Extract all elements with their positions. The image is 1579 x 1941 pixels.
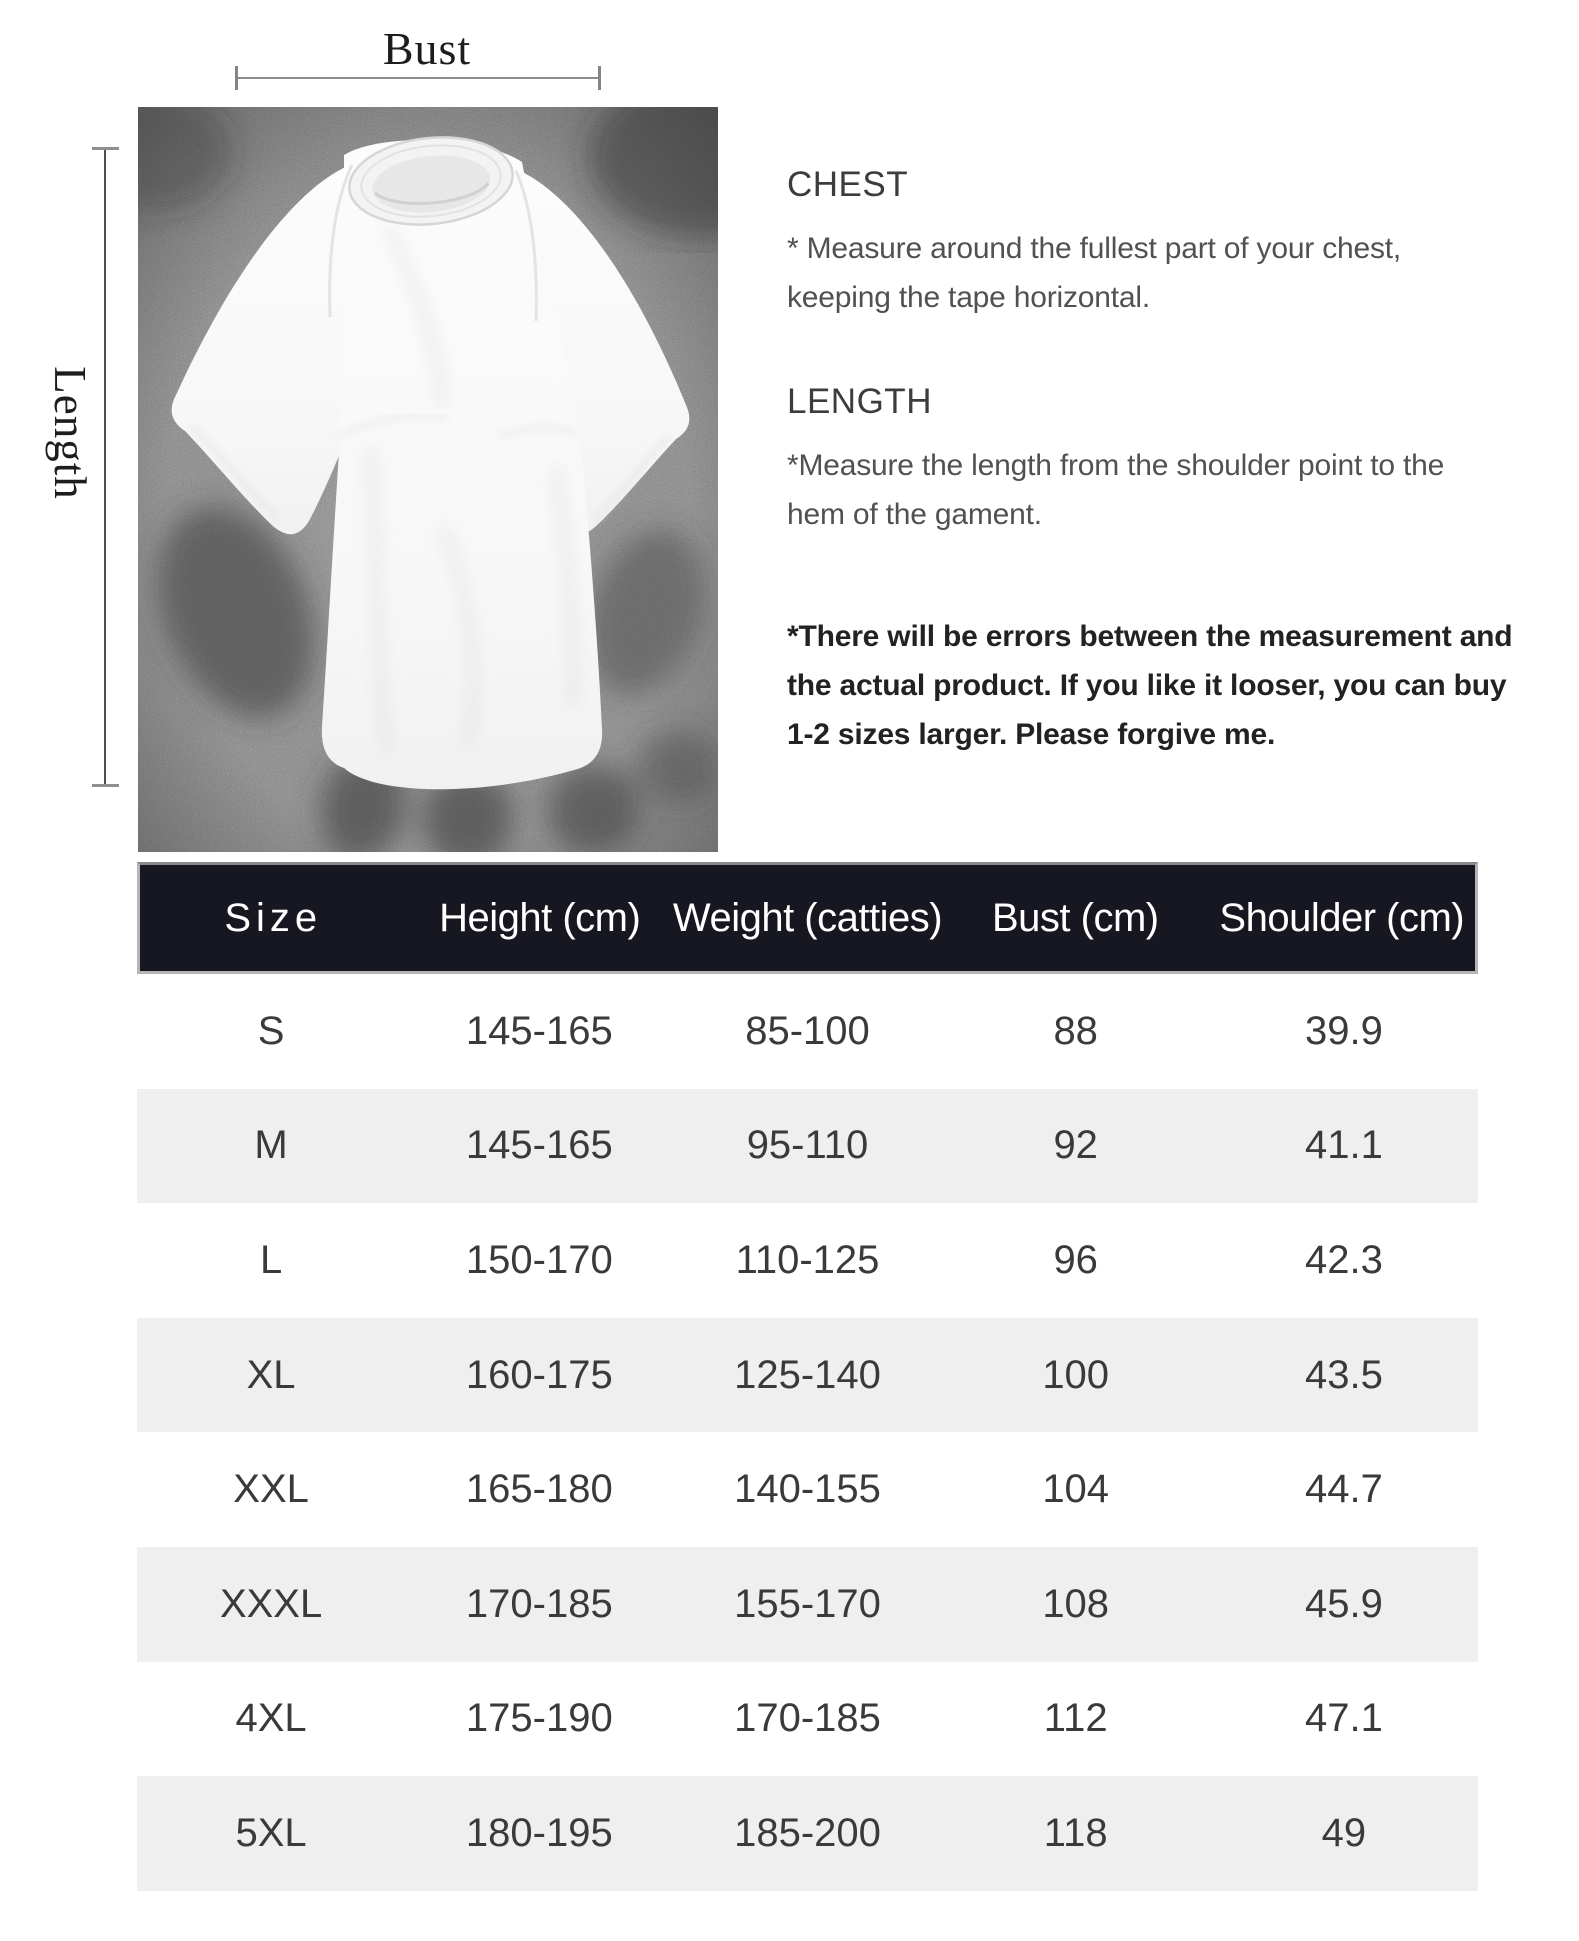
table-cell: 108 bbox=[1042, 1581, 1110, 1626]
table-row bbox=[137, 1089, 1478, 1204]
table-cell: M bbox=[254, 1123, 288, 1168]
table-cell: 140-155 bbox=[734, 1467, 881, 1512]
table-cell: 4XL bbox=[235, 1696, 307, 1741]
table-cell: 160-175 bbox=[465, 1352, 613, 1397]
measuring-instructions bbox=[787, 163, 1577, 759]
table-cell: 47.1 bbox=[1304, 1696, 1383, 1741]
size-table bbox=[137, 862, 1478, 1891]
table-row bbox=[137, 974, 1478, 1089]
bust-measure-label: Bust bbox=[382, 23, 472, 74]
table-cell: 145-165 bbox=[465, 1123, 613, 1168]
table-cell: XXXL bbox=[219, 1581, 323, 1626]
tolerance-note-line: 1-2 sizes larger. Please forgive me. bbox=[787, 718, 1276, 751]
table-cell: 165-180 bbox=[465, 1467, 613, 1512]
length-instruction-line: hem of the gament. bbox=[787, 498, 1042, 531]
length-heading: LENGTH bbox=[787, 382, 932, 421]
table-cell: XL bbox=[246, 1352, 296, 1397]
table-cell: 175-190 bbox=[465, 1696, 613, 1741]
table-cell: 96 bbox=[1053, 1237, 1098, 1282]
table-cell: 88 bbox=[1053, 1008, 1098, 1053]
table-cell: 42.3 bbox=[1304, 1237, 1383, 1282]
chest-instruction-line: keeping the tape horizontal. bbox=[787, 281, 1150, 314]
table-cell: 85-100 bbox=[745, 1008, 870, 1053]
size-table-header bbox=[137, 862, 1478, 974]
table-cell: 150-170 bbox=[465, 1237, 613, 1282]
table-cell: 43.5 bbox=[1304, 1352, 1383, 1397]
table-cell: 170-185 bbox=[465, 1581, 613, 1626]
length-measure-label: Length bbox=[45, 366, 95, 500]
table-cell: 180-195 bbox=[465, 1810, 613, 1855]
table-cell: XXL bbox=[233, 1467, 309, 1512]
table-cell: 45.9 bbox=[1304, 1581, 1383, 1626]
table-cell: 185-200 bbox=[734, 1810, 881, 1855]
bust-measure-line bbox=[235, 77, 601, 79]
tolerance-note-line: the actual product. If you like it looser, you can buy bbox=[787, 669, 1507, 702]
table-cell: 44.7 bbox=[1304, 1467, 1383, 1512]
table-cell: 112 bbox=[1043, 1696, 1108, 1741]
size-table-body bbox=[137, 974, 1478, 1891]
length-instruction-line: *Measure the length from the shoulder point to the bbox=[787, 449, 1445, 482]
length-measure-line bbox=[104, 147, 106, 787]
table-cell: 100 bbox=[1042, 1352, 1110, 1397]
table-cell: 155-170 bbox=[734, 1581, 881, 1626]
table-cell: 125-140 bbox=[734, 1352, 881, 1397]
table-row bbox=[137, 1776, 1478, 1891]
table-row bbox=[137, 1662, 1478, 1777]
table-cell: 145-165 bbox=[465, 1008, 613, 1053]
table-cell: 104 bbox=[1042, 1467, 1110, 1512]
table-cell: 5XL bbox=[235, 1810, 307, 1855]
column-header: Weight (catties) bbox=[672, 895, 943, 940]
table-cell: 92 bbox=[1053, 1123, 1098, 1168]
table-cell: 118 bbox=[1043, 1810, 1108, 1855]
column-header: Size bbox=[224, 895, 323, 940]
table-cell: 39.9 bbox=[1304, 1008, 1383, 1053]
table-row bbox=[137, 1547, 1478, 1662]
tolerance-note-line: *There will be errors between the measurement and bbox=[787, 620, 1513, 653]
chest-heading: CHEST bbox=[787, 165, 909, 204]
table-cell: 95-110 bbox=[746, 1123, 869, 1168]
column-header: Shoulder (cm) bbox=[1219, 895, 1465, 940]
column-header: Bust (cm) bbox=[991, 895, 1159, 940]
table-row bbox=[137, 1432, 1478, 1547]
tolerance-note bbox=[787, 612, 1577, 759]
table-cell: 41.1 bbox=[1304, 1123, 1383, 1168]
table-row bbox=[137, 1203, 1478, 1318]
table-cell: 110-125 bbox=[735, 1237, 880, 1282]
product-photo bbox=[138, 107, 718, 852]
chest-instruction-line: * Measure around the fullest part of your chest, bbox=[787, 232, 1402, 265]
table-cell: S bbox=[257, 1008, 285, 1053]
table-cell: L bbox=[259, 1237, 283, 1282]
table-cell: 170-185 bbox=[734, 1696, 881, 1741]
table-cell: 49 bbox=[1321, 1810, 1367, 1855]
column-header: Height (cm) bbox=[439, 895, 641, 940]
tshirt-illustration bbox=[138, 107, 718, 852]
table-row bbox=[137, 1318, 1478, 1433]
